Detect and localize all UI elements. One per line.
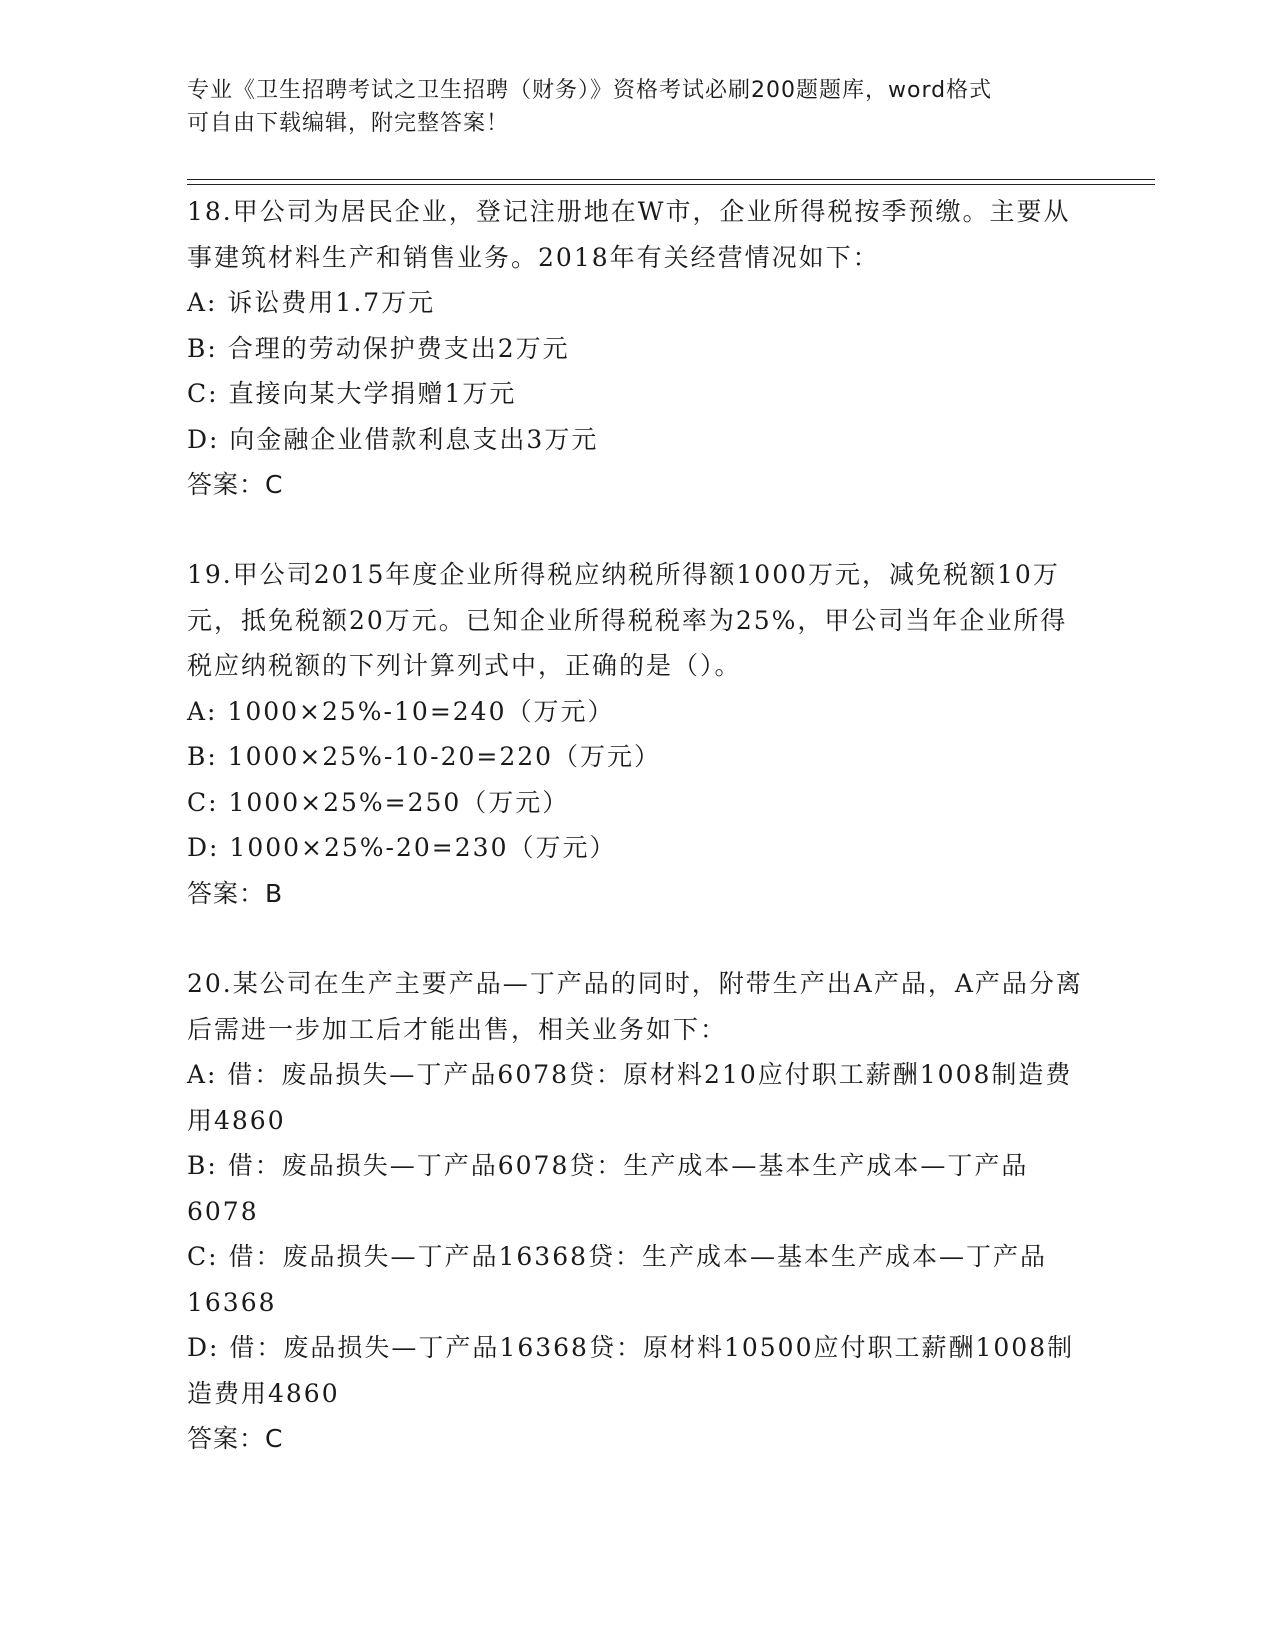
question-stem: 18.甲公司为居民企业，登记注册地在W市，企业所得税按季预缴。主要从事建筑材料生产和销售业务。2018年有关经营情况如下： <box>187 197 1071 272</box>
question-stem: 19.甲公司2015年度企业所得税应纳税所得额1000万元，减免税额10万元，抵免税额20万元。已知企业所得税税率为25%，甲公司当年企业所得税应纳税额的下列计算列式中，正确的是（）。 <box>187 560 1068 680</box>
option-b: B: 合理的劳动保护费支出2万元 <box>187 333 570 363</box>
question-20 <box>187 961 1087 1462</box>
answer: 答案：C <box>187 1424 284 1453</box>
option-d: D: 向金融企业借款利息支出3万元 <box>187 424 599 454</box>
option-d: D: 借：废品损失—丁产品16368贷：原材料10500应付职工薪酬1008制造费用4860 <box>187 1333 1075 1408</box>
option-b: B: 借：废品损失—丁产品6078贷：生产成本—基本生产成本—丁产品6078 <box>187 1151 1029 1226</box>
header-title-line-1: 专业《卫生招聘考试之卫生招聘（财务）》资格考试必刷200题题库，word格式 <box>187 78 993 103</box>
answer: 答案：C <box>187 470 284 499</box>
question-stem: 20.某公司在生产主要产品—丁产品的同时，附带生产出A产品，A产品分离后需进一步加工后才能出售，相关业务如下： <box>187 969 1083 1044</box>
header-divider-bottom <box>187 184 1155 185</box>
option-c: C: 直接向某大学捐赠1万元 <box>187 379 517 408</box>
option-b: B: 1000×25%-10-20=220（万元） <box>187 742 662 771</box>
option-d: D: 1000×25%-20=230（万元） <box>187 833 617 862</box>
option-c: C: 1000×25%=250（万元） <box>187 787 570 817</box>
option-a: A: 诉讼费用1.7万元 <box>187 288 436 317</box>
question-18 <box>187 189 1087 508</box>
header-title-line-2: 可自由下载编辑，附完整答案！ <box>187 111 510 136</box>
option-a: A: 1000×25%-10=240（万元） <box>187 696 615 726</box>
question-19 <box>187 552 1087 916</box>
option-c: C: 借：废品损失—丁产品16368贷：生产成本—基本生产成本—丁产品16368 <box>187 1242 1048 1317</box>
document-header <box>187 74 1067 140</box>
answer: 答案：B <box>187 878 284 908</box>
option-a: A: 借：废品损失—丁产品6078贷：原材料210应付职工薪酬1008制造费用4860 <box>187 1060 1073 1135</box>
header-divider-top <box>187 179 1155 180</box>
